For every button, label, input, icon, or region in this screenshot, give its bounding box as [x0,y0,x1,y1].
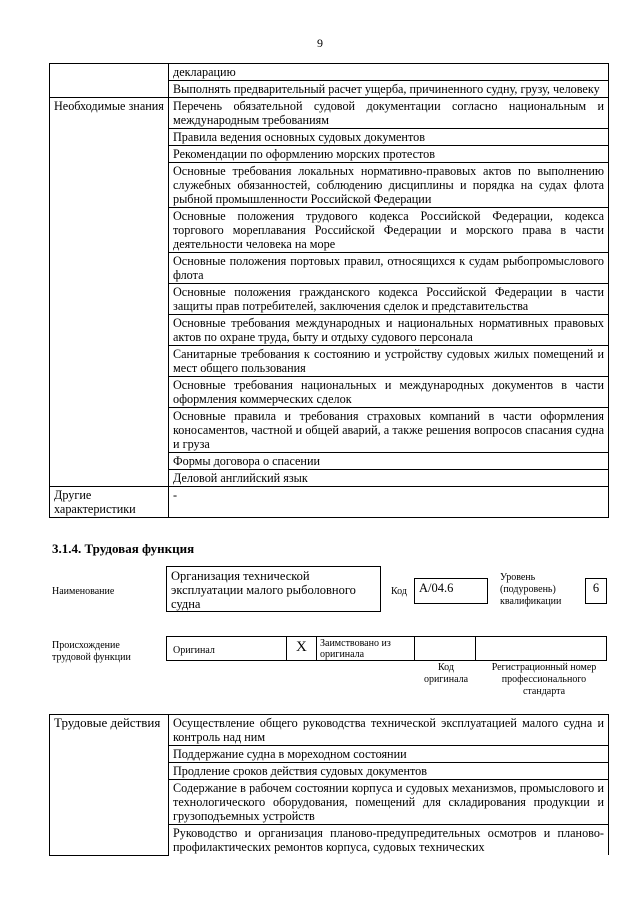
table-cell-value: Осуществление общего руководства технической эксплуатацией малого судна и контроль над ним [169,715,609,746]
table-cell-value: Основные положения гражданского кодекса Российской Федерации в части защиты прав потребителей, заключения сделок и представительства [169,284,609,315]
table-cell-value: Основные требования локальных нормативно-правовых актов по выполнению служебных обязанностей, соблюдению дисциплины и порядка на судах флота рыбной промышленности Российской Федерации [169,163,609,208]
level-value-box [585,578,607,604]
table-cell-key-other: Другие характеристики [50,487,169,518]
page-number: 9 [317,36,323,50]
code-label: Код [391,586,407,597]
table-cell-value: Основные требования национальных и международных документов в части оформления коммерческих сделок [169,377,609,408]
table-cell-value: Перечень обязательной судовой документации согласно национальным и международным требованиям [169,98,609,129]
level-value: 6 [592,581,600,595]
table-cell-key [50,64,169,98]
code-value: A/04.6 [419,581,454,595]
knowledge-table [49,63,609,518]
table-cell-value: Формы договора о спасении [169,453,609,470]
table-cell-value: Продление сроков действия судовых документов [169,763,609,780]
original-mark: X [296,639,307,655]
code-value-box [414,578,488,604]
original-mark-divider [286,636,287,661]
name-value-box [166,566,381,612]
code-original-divider [414,636,415,661]
table-cell-value: Основные правила и требования страховых компаний в части оформления коносаментов, частной и общей аварий, а также решения вопросов спасания судна и груза [169,408,609,453]
borrowed-label: Заимствовано из оригинала [320,638,391,660]
origin-label: Происхождение трудовой функции [52,640,131,663]
table-cell-value: декларацию [169,64,609,81]
table-cell-value: Санитарные требования к состоянию и устройству судовых жилых помещений и мест общего пользования [169,346,609,377]
borrowed-divider [316,636,317,661]
table-cell-value: Основные требования международных и национальных нормативных правовых актов по охране труда, быту и отдыху судового персонала [169,315,609,346]
table-cell-key-actions: Трудовые действия [50,715,169,856]
reg-number-caption: Регистрационный номер профессионального стандарта [491,662,597,697]
name-value: Организация технической эксплуатации малого рыболовного судна [171,569,356,611]
table-cell-value: Деловой английский язык [169,470,609,487]
reg-number-divider [475,636,476,661]
section-title: 3.1.4. Трудовая функция [52,541,195,556]
code-original-caption: Код оригинала [423,662,469,685]
table-cell-value: Выполнять предварительный расчет ущерба, причиненного судну, грузу, человеку [169,81,609,98]
table-cell-value: Содержание в рабочем состоянии корпуса и судовых механизмов, промыслового и технологического оборудования, помещений для складирования продукции и грузоподъемных устройств [169,780,609,825]
table-cell-key-knowledge: Необходимые знания [50,98,169,487]
table-cell-value: Поддержание судна в мореходном состоянии [169,746,609,763]
table-cell-value: Основные положения трудового кодекса Российской Федерации, кодекса торгового мореплавания Российской Федерации и морского права в части деятельности человека на море [169,208,609,253]
name-label: Наименование [52,586,115,597]
original-label: Оригинал [173,645,215,656]
table-cell-value: Правила ведения основных судовых документов [169,129,609,146]
table-cell-value: Основные положения портовых правил, относящихся к судам рыбопромыслового флота [169,253,609,284]
level-label: Уровень (подуровень) квалификации [500,572,562,607]
labor-actions-table [49,714,609,856]
table-cell-value: Руководство и организация планово-предупредительных осмотров и планово-профилактических ремонтов корпуса, судовых технических [169,825,609,856]
table-cell-value: - [169,487,609,518]
table-cell-value: Рекомендации по оформлению морских протестов [169,146,609,163]
